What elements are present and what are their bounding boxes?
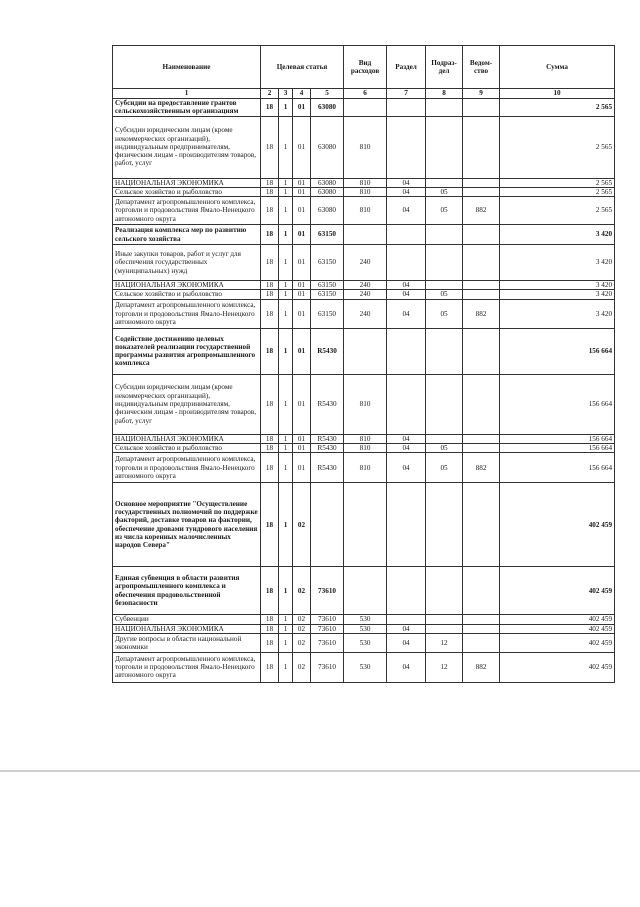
row-department <box>463 99 500 117</box>
table-row <box>113 652 615 682</box>
row-subsection <box>426 328 463 374</box>
row-department: 882 <box>463 299 500 328</box>
row-target-event: 01 <box>293 434 311 443</box>
row-department <box>463 633 500 652</box>
table-row <box>113 99 615 117</box>
row-target-program: 18 <box>261 615 279 624</box>
row-department: 882 <box>463 652 500 682</box>
table-row <box>113 290 615 299</box>
col-number: 3 <box>279 89 293 99</box>
row-sum: 156 664 <box>500 374 615 434</box>
row-section <box>387 225 426 245</box>
row-expense-type: 240 <box>344 245 387 281</box>
row-expense-type <box>344 225 387 245</box>
header-exp-type: Вид расходов <box>344 46 387 89</box>
row-sum: 402 459 <box>500 633 615 652</box>
table-row <box>113 374 615 434</box>
row-target-code: R5430 <box>311 434 344 443</box>
row-expense-type: 810 <box>344 178 387 187</box>
row-target-program: 18 <box>261 652 279 682</box>
row-target-subprogram: 1 <box>279 328 293 374</box>
row-section: 04 <box>387 197 426 225</box>
row-expense-type: 240 <box>344 290 387 299</box>
row-target-subprogram: 1 <box>279 633 293 652</box>
row-name: Субвенции <box>113 615 261 624</box>
row-target-subprogram: 1 <box>279 299 293 328</box>
table-row <box>113 567 615 615</box>
row-subsection <box>426 99 463 117</box>
row-sum: 156 664 <box>500 434 615 443</box>
row-target-subprogram: 1 <box>279 567 293 615</box>
row-target-subprogram: 1 <box>279 116 293 178</box>
row-expense-type: 810 <box>344 197 387 225</box>
row-sum: 156 664 <box>500 328 615 374</box>
row-section: 04 <box>387 633 426 652</box>
row-section: 04 <box>387 443 426 452</box>
table-row <box>113 328 615 374</box>
row-target-event: 01 <box>293 374 311 434</box>
col-number: 7 <box>387 89 426 99</box>
row-target-program: 18 <box>261 633 279 652</box>
row-section: 04 <box>387 453 426 483</box>
row-subsection: 05 <box>426 197 463 225</box>
row-target-code: 63150 <box>311 290 344 299</box>
row-expense-type: 810 <box>344 434 387 443</box>
row-name: Субсидии юридическим лицам (кроме некоммерческих организаций), индивидуальным предпринимателям, физическим лицам - производителям товаров, работ, услуг <box>113 374 261 434</box>
table-header-row <box>113 46 615 89</box>
row-section: 04 <box>387 178 426 187</box>
row-sum: 2 565 <box>500 197 615 225</box>
row-target-subprogram: 1 <box>279 290 293 299</box>
row-name: Департамент агропромышленного комплекса, торговли и продовольствия Ямало-Ненецкого автономного округа <box>113 197 261 225</box>
row-target-code: R5430 <box>311 374 344 434</box>
row-sum: 156 664 <box>500 453 615 483</box>
row-subsection: 12 <box>426 652 463 682</box>
row-department <box>463 187 500 196</box>
row-department <box>463 434 500 443</box>
row-subsection <box>426 615 463 624</box>
row-name: Субсидии юридическим лицам (кроме некоммерческих организаций), индивидуальным предпринимателям, физическим лицам - производителям товаров, работ, услуг <box>113 116 261 178</box>
row-target-code: 73610 <box>311 624 344 633</box>
row-sum: 402 459 <box>500 567 615 615</box>
row-section <box>387 567 426 615</box>
table-body <box>113 99 615 683</box>
row-expense-type: 530 <box>344 652 387 682</box>
row-section <box>387 328 426 374</box>
row-target-program: 18 <box>261 328 279 374</box>
row-name: НАЦИОНАЛЬНАЯ ЭКОНОМИКА <box>113 434 261 443</box>
row-department <box>463 624 500 633</box>
table-row <box>113 197 615 225</box>
row-expense-type <box>344 567 387 615</box>
row-department <box>463 290 500 299</box>
table-row <box>113 187 615 196</box>
row-target-program: 18 <box>261 225 279 245</box>
row-department <box>463 443 500 452</box>
row-department <box>463 328 500 374</box>
row-subsection <box>426 116 463 178</box>
row-subsection <box>426 434 463 443</box>
row-department <box>463 116 500 178</box>
row-sum: 3 420 <box>500 281 615 290</box>
row-target-program: 18 <box>261 299 279 328</box>
row-target-subprogram: 1 <box>279 281 293 290</box>
row-target-program: 18 <box>261 567 279 615</box>
row-department <box>463 225 500 245</box>
row-section: 04 <box>387 434 426 443</box>
row-target-code: R5430 <box>311 328 344 374</box>
row-section <box>387 116 426 178</box>
row-section: 04 <box>387 281 426 290</box>
row-subsection <box>426 178 463 187</box>
row-target-code: 73610 <box>311 652 344 682</box>
row-target-code: 73610 <box>311 633 344 652</box>
row-expense-type: 810 <box>344 443 387 452</box>
col-number: 1 <box>113 89 261 99</box>
row-target-program: 18 <box>261 116 279 178</box>
row-target-event: 02 <box>293 633 311 652</box>
table-row <box>113 624 615 633</box>
row-target-code: R5430 <box>311 443 344 452</box>
table-row <box>113 453 615 483</box>
row-sum: 3 420 <box>500 245 615 281</box>
row-expense-type: 810 <box>344 187 387 196</box>
row-target-event: 02 <box>293 567 311 615</box>
row-target-subprogram: 1 <box>279 483 293 567</box>
row-expense-type: 240 <box>344 281 387 290</box>
row-subsection: 05 <box>426 443 463 452</box>
row-target-code <box>311 483 344 567</box>
row-target-program: 18 <box>261 483 279 567</box>
row-expense-type: 530 <box>344 615 387 624</box>
row-target-event: 01 <box>293 290 311 299</box>
row-name: НАЦИОНАЛЬНАЯ ЭКОНОМИКА <box>113 624 261 633</box>
row-name: Содействие достижению целевых показателей реализации государственной программы развития агропромышленного комплекса <box>113 328 261 374</box>
row-sum: 402 459 <box>500 652 615 682</box>
row-target-program: 18 <box>261 178 279 187</box>
row-target-subprogram: 1 <box>279 245 293 281</box>
col-number: 6 <box>344 89 387 99</box>
col-number: 2 <box>261 89 279 99</box>
row-target-program: 18 <box>261 245 279 281</box>
row-target-code: 73610 <box>311 567 344 615</box>
row-target-program: 18 <box>261 443 279 452</box>
row-target-event: 01 <box>293 225 311 245</box>
row-department <box>463 281 500 290</box>
row-expense-type: 530 <box>344 624 387 633</box>
row-target-code: 63080 <box>311 187 344 196</box>
row-sum: 2 565 <box>500 178 615 187</box>
row-section: 04 <box>387 299 426 328</box>
row-name: НАЦИОНАЛЬНАЯ ЭКОНОМИКА <box>113 178 261 187</box>
row-subsection <box>426 245 463 281</box>
row-target-subprogram: 1 <box>279 197 293 225</box>
row-expense-type: 810 <box>344 116 387 178</box>
row-target-code: 63150 <box>311 245 344 281</box>
row-subsection: 05 <box>426 299 463 328</box>
row-target-event: 02 <box>293 652 311 682</box>
row-section <box>387 374 426 434</box>
row-sum: 3 420 <box>500 299 615 328</box>
table-row <box>113 225 615 245</box>
row-sum: 156 664 <box>500 443 615 452</box>
row-target-subprogram: 1 <box>279 624 293 633</box>
row-target-code: 73610 <box>311 615 344 624</box>
table-row <box>113 615 615 624</box>
row-target-event: 01 <box>293 99 311 117</box>
row-target-event: 02 <box>293 483 311 567</box>
row-target-code: 63080 <box>311 197 344 225</box>
row-department <box>463 615 500 624</box>
row-subsection: 05 <box>426 290 463 299</box>
row-target-code: 63080 <box>311 116 344 178</box>
row-target-code: 63080 <box>311 99 344 117</box>
row-subsection <box>426 567 463 615</box>
row-subsection: 05 <box>426 453 463 483</box>
table-row <box>113 434 615 443</box>
row-target-event: 01 <box>293 299 311 328</box>
column-number-row <box>113 89 615 99</box>
row-name: Основное мероприятие "Осуществление государственных полномочий по поддержке факторий, доставке товаров на фактории, обеспечение дровами тундрового населения из числа коренных малочисленных народов Севера" <box>113 483 261 567</box>
row-section: 04 <box>387 187 426 196</box>
row-target-event: 01 <box>293 116 311 178</box>
row-target-program: 18 <box>261 187 279 196</box>
row-target-code: R5430 <box>311 453 344 483</box>
row-target-event: 01 <box>293 281 311 290</box>
row-expense-type: 810 <box>344 374 387 434</box>
row-target-event: 01 <box>293 187 311 196</box>
row-target-subprogram: 1 <box>279 453 293 483</box>
row-sum: 2 565 <box>500 116 615 178</box>
row-target-event: 01 <box>293 443 311 452</box>
row-target-subprogram: 1 <box>279 187 293 196</box>
row-department <box>463 567 500 615</box>
row-department <box>463 178 500 187</box>
row-name: Иные закупки товаров, работ и услуг для обеспечения государственных (муниципальных) нужд <box>113 245 261 281</box>
header-subsection: Подраз-дел <box>426 46 463 89</box>
row-expense-type <box>344 483 387 567</box>
table-row <box>113 299 615 328</box>
row-section: 04 <box>387 624 426 633</box>
col-number: 5 <box>311 89 344 99</box>
row-expense-type: 240 <box>344 299 387 328</box>
table-row <box>113 178 615 187</box>
row-subsection <box>426 483 463 567</box>
row-section <box>387 483 426 567</box>
table-row <box>113 483 615 567</box>
row-department <box>463 245 500 281</box>
table-row <box>113 443 615 452</box>
row-name: Сельское хозяйство и рыболовство <box>113 187 261 196</box>
row-target-subprogram: 1 <box>279 434 293 443</box>
row-name: НАЦИОНАЛЬНАЯ ЭКОНОМИКА <box>113 281 261 290</box>
row-target-subprogram: 1 <box>279 615 293 624</box>
row-name: Реализация комплекса мер по развитию сельского хозяйства <box>113 225 261 245</box>
row-section: 04 <box>387 290 426 299</box>
row-department <box>463 483 500 567</box>
row-department: 882 <box>463 197 500 225</box>
row-expense-type: 810 <box>344 453 387 483</box>
col-number: 10 <box>500 89 615 99</box>
row-section <box>387 245 426 281</box>
row-target-program: 18 <box>261 453 279 483</box>
col-number: 8 <box>426 89 463 99</box>
row-target-event: 02 <box>293 624 311 633</box>
header-target: Целевая статья <box>261 46 344 89</box>
row-sum: 2 565 <box>500 187 615 196</box>
row-subsection: 12 <box>426 633 463 652</box>
row-target-program: 18 <box>261 99 279 117</box>
row-target-subprogram: 1 <box>279 99 293 117</box>
row-name: Сельское хозяйство и рыболовство <box>113 290 261 299</box>
row-target-code: 63080 <box>311 178 344 187</box>
col-number: 4 <box>293 89 311 99</box>
row-name: Единая субвенция в области развития агропромышленного комплекса и обеспечения продовольственной безопасности <box>113 567 261 615</box>
row-target-program: 18 <box>261 197 279 225</box>
row-target-code: 63150 <box>311 281 344 290</box>
row-name: Департамент агропромышленного комплекса, торговли и продовольствия Ямало-Ненецкого автономного округа <box>113 652 261 682</box>
row-department: 882 <box>463 453 500 483</box>
row-name: Департамент агропромышленного комплекса, торговли и продовольствия Ямало-Ненецкого автономного округа <box>113 299 261 328</box>
row-target-event: 01 <box>293 178 311 187</box>
row-target-code: 63150 <box>311 299 344 328</box>
row-subsection <box>426 624 463 633</box>
row-sum: 3 420 <box>500 225 615 245</box>
row-target-code: 63150 <box>311 225 344 245</box>
table-row <box>113 116 615 178</box>
row-target-event: 01 <box>293 245 311 281</box>
row-expense-type <box>344 328 387 374</box>
row-target-program: 18 <box>261 281 279 290</box>
row-sum: 402 459 <box>500 615 615 624</box>
row-target-event: 01 <box>293 328 311 374</box>
page-bottom-blank <box>0 770 640 907</box>
table-row <box>113 245 615 281</box>
row-sum: 402 459 <box>500 624 615 633</box>
row-name: Другие вопросы в области национальной экономики <box>113 633 261 652</box>
row-target-program: 18 <box>261 374 279 434</box>
row-section <box>387 99 426 117</box>
row-target-event: 02 <box>293 615 311 624</box>
header-department: Ведом-ство <box>463 46 500 89</box>
row-subsection <box>426 281 463 290</box>
header-section: Раздел <box>387 46 426 89</box>
row-target-subprogram: 1 <box>279 652 293 682</box>
row-section <box>387 615 426 624</box>
row-name: Сельское хозяйство и рыболовство <box>113 443 261 452</box>
row-expense-type: 530 <box>344 633 387 652</box>
row-target-subprogram: 1 <box>279 178 293 187</box>
row-target-subprogram: 1 <box>279 225 293 245</box>
row-sum: 2 565 <box>500 99 615 117</box>
row-sum: 3 420 <box>500 290 615 299</box>
row-name: Субсидии на предоставление грантов сельскохозяйственным организациям <box>113 99 261 117</box>
row-target-event: 01 <box>293 197 311 225</box>
row-department <box>463 374 500 434</box>
header-name: Наименование <box>113 46 261 89</box>
row-expense-type <box>344 99 387 117</box>
table-row <box>113 281 615 290</box>
row-name: Департамент агропромышленного комплекса, торговли и продовольствия Ямало-Ненецкого автономного округа <box>113 453 261 483</box>
row-subsection <box>426 374 463 434</box>
row-target-event: 01 <box>293 453 311 483</box>
row-section: 04 <box>387 652 426 682</box>
row-subsection <box>426 225 463 245</box>
row-target-subprogram: 1 <box>279 443 293 452</box>
row-target-program: 18 <box>261 290 279 299</box>
header-sum: Сумма <box>500 46 615 89</box>
row-subsection: 05 <box>426 187 463 196</box>
row-target-subprogram: 1 <box>279 374 293 434</box>
row-target-program: 18 <box>261 434 279 443</box>
table-row <box>113 633 615 652</box>
budget-table <box>112 45 615 683</box>
row-target-program: 18 <box>261 624 279 633</box>
col-number: 9 <box>463 89 500 99</box>
row-sum: 402 459 <box>500 483 615 567</box>
